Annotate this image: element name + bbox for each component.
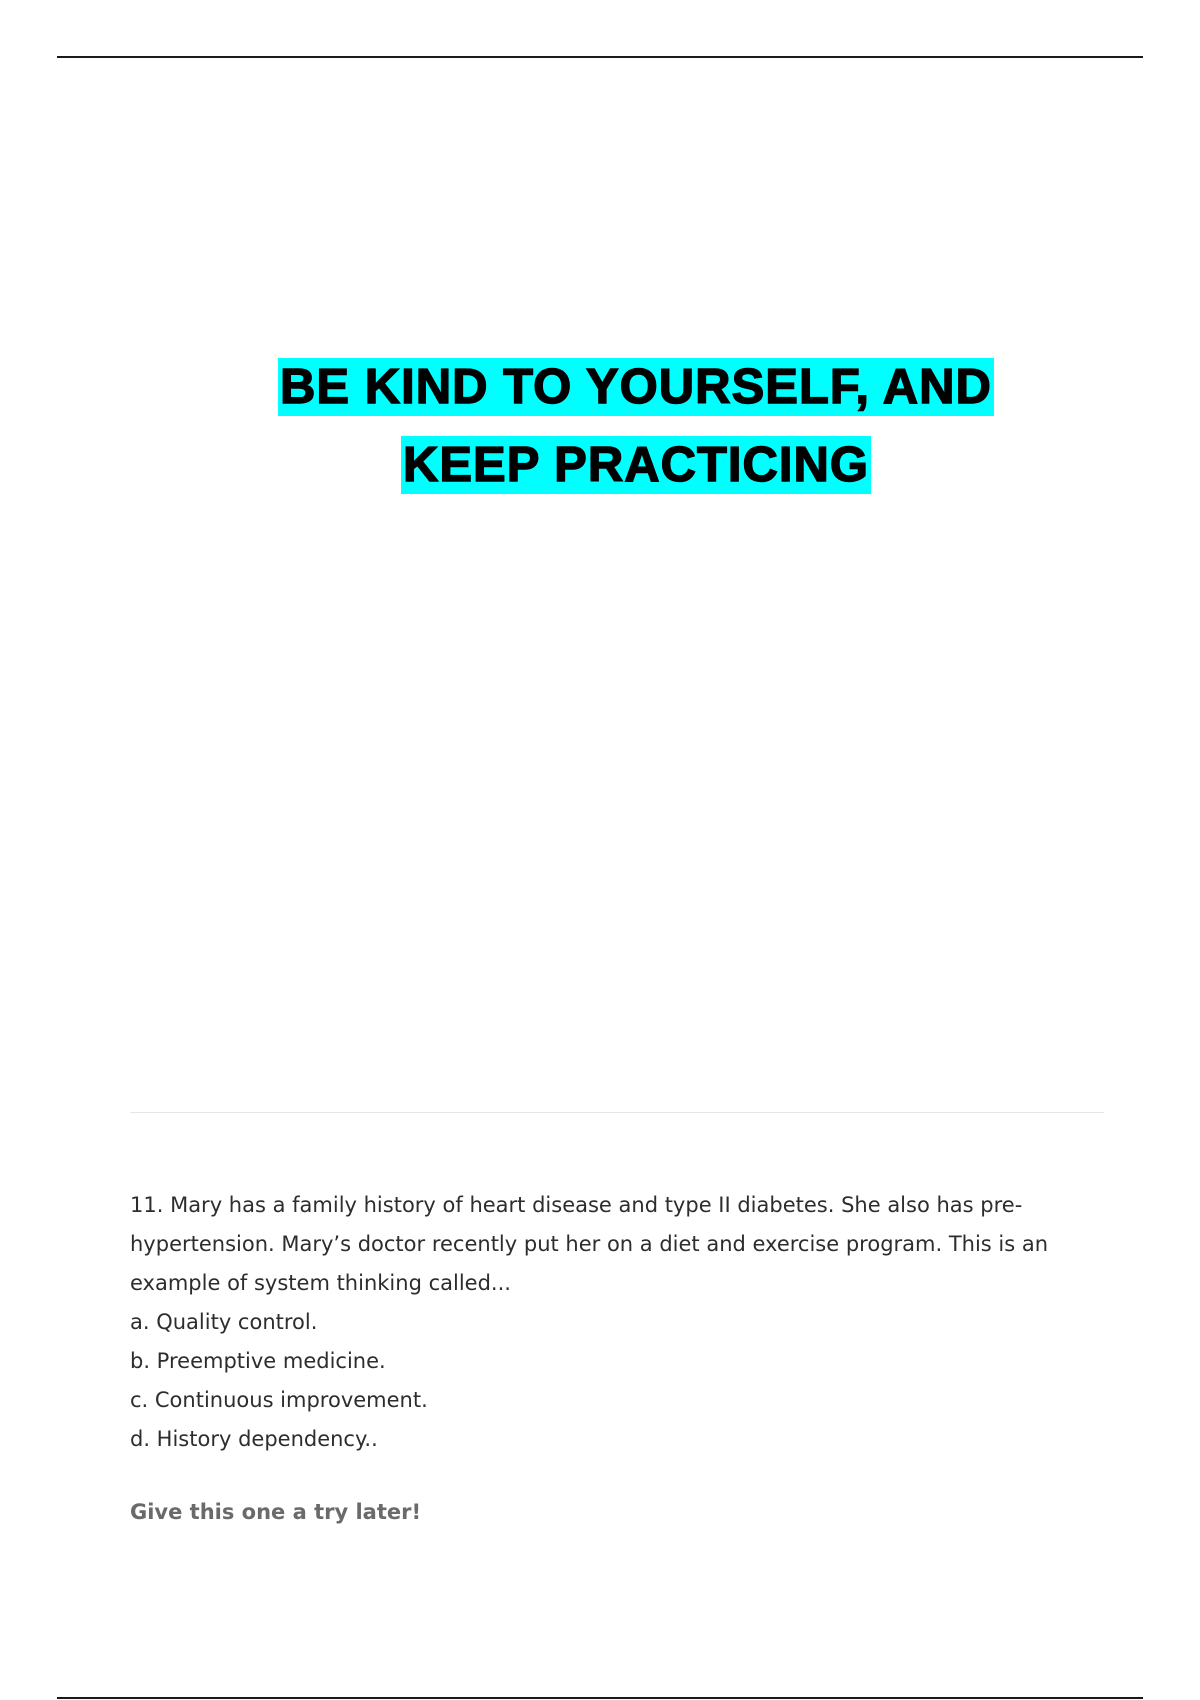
top-rule <box>57 56 1143 58</box>
question-text: 11. Mary has a family history of heart disease and type II diabetes. She also has pre-hypertension. Mary’s doctor recently put her on a diet and exercise program. This is an example of system thinking called... <box>130 1193 1049 1295</box>
banner-line-1-text: BE KIND TO YOURSELF, AND <box>280 360 992 414</box>
answer-option-b: b. Preemptive medicine. <box>130 1349 386 1373</box>
try-later-hint: Give this one a try later! <box>130 1500 422 1524</box>
answer-option-d: d. History dependency.. <box>130 1427 378 1451</box>
banner-line-1 <box>0 348 1200 426</box>
answer-option-c: c. Continuous improvement. <box>130 1388 428 1412</box>
answer-option-a: a. Quality control. <box>130 1310 318 1334</box>
banner-line-2 <box>0 426 1200 504</box>
bottom-rule <box>57 1697 1143 1699</box>
question-block <box>130 1186 1050 1532</box>
motivational-banner <box>0 348 1200 504</box>
answer-options <box>130 1303 1050 1459</box>
section-divider <box>130 1112 1104 1113</box>
banner-line-2-text: KEEP PRACTICING <box>402 438 870 492</box>
